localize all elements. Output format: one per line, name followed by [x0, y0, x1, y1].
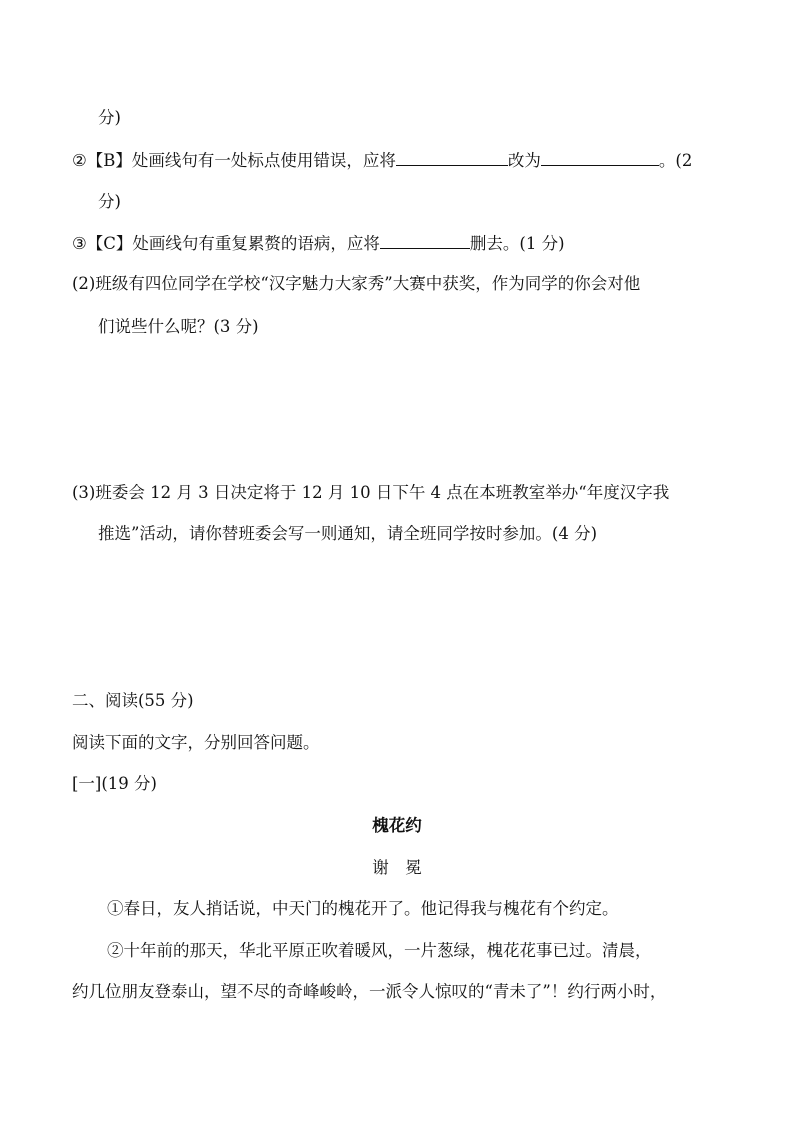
article-title: 槐花约: [372, 816, 422, 835]
question-3-line-1: (3)班委会 12 月 3 日决定将于 12 月 10 日下午 4 点在本班教室举办“年度汉字我: [72, 483, 670, 502]
article-author: 谢 冕: [372, 858, 422, 877]
answer-blank[interactable]: [541, 149, 659, 166]
question-c-line: [72, 232, 565, 255]
instruction: 阅读下面的文字，分别回答问题。: [72, 733, 320, 752]
question-c-score: 删去。(1 分): [469, 234, 565, 253]
text-line: 分): [98, 192, 121, 211]
paragraph-2-line-2: 约几位朋友登泰山，望不尽的奇峰峻岭，一派令人惊叹的“青未了”！约行两小时，: [72, 982, 667, 1001]
question-b-line: [72, 149, 692, 172]
question-2-line-1: (2)班级有四位同学在学校“汉字魅力大家秀”大赛中获奖，作为同学的你会对他: [72, 274, 641, 293]
question-b-text-2: 改为: [507, 151, 541, 170]
question-b-score: 。(2: [658, 151, 693, 170]
answer-blank[interactable]: [396, 149, 508, 166]
paragraph-2-line-1: ②十年前的那天，华北平原正吹着暖风，一片葱绿，槐花花事已过。清晨，: [107, 941, 652, 960]
question-b-text: ②【B】处画线句有一处标点使用错误，应将: [72, 151, 396, 170]
section-heading: 二、阅读(55 分): [72, 691, 194, 710]
text-line: 分): [98, 108, 121, 127]
answer-blank[interactable]: [380, 232, 470, 249]
question-2-line-2: 们说些什么呢？(3 分): [98, 317, 259, 336]
subsection-heading: [一](19 分): [72, 774, 157, 793]
question-3-line-2: 推选”活动，请你替班委会写一则通知，请全班同学按时参加。(4 分): [98, 524, 598, 543]
question-c-text: ③【C】处画线句有重复累赘的语病，应将: [72, 234, 380, 253]
paragraph-1: ①春日，友人捎话说，中天门的槐花开了。他记得我与槐花有个约定。: [107, 899, 619, 918]
